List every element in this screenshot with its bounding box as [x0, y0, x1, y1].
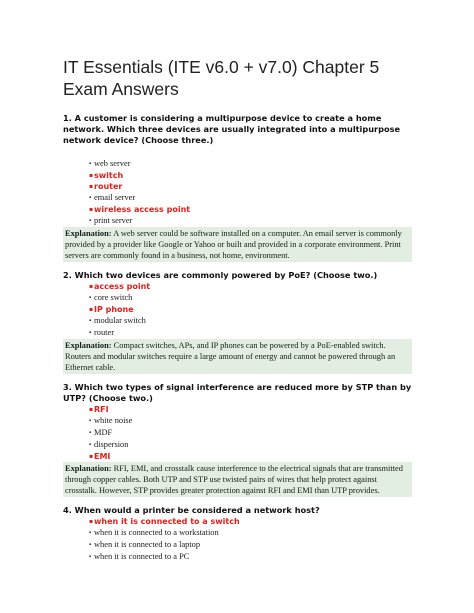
explanation-text: RFI, EMI, and crosstalk cause interference to the electrical signals that are transmitted through copper cables. Both UTP and STP use twisted pairs of wires that help protect against crosstalk. However, STP provides greater protection against RFI and EMI than UTP provides.: [65, 464, 403, 495]
explanation-box: [63, 339, 412, 374]
page-title: IT Essentials (ITE v6.0 + v7.0) Chapter 5 Exam Answers: [63, 57, 380, 99]
options-list: [63, 404, 412, 462]
bullet-icon: ▪: [89, 283, 94, 290]
bullet-icon: ▪: [89, 406, 94, 413]
explanation-box: [63, 227, 412, 262]
bullet-icon: ▪: [89, 183, 94, 190]
explanation-label: Explanation:: [65, 341, 112, 350]
bullet-icon: ▪: [89, 530, 92, 536]
bullet-icon: ▪: [89, 172, 94, 179]
bullet-icon: ▪: [89, 330, 92, 336]
bullet-icon: ▪: [89, 554, 92, 560]
bullet-icon: ▪: [89, 206, 94, 213]
bullet-icon: ▪: [89, 306, 94, 313]
options-list: [63, 281, 412, 339]
option-item: ▪ when it is connected to a PC: [89, 552, 190, 561]
option-item: ▪ core switch: [89, 293, 133, 302]
explanation-label: Explanation:: [65, 229, 112, 238]
bullet-icon: ▪: [89, 161, 92, 167]
bullet-icon: ▪: [89, 195, 92, 201]
option-item: ▪ white noise: [89, 416, 133, 425]
question-block: [63, 505, 412, 563]
option-item: ▪ print server: [89, 216, 133, 225]
options-list: [63, 158, 412, 227]
option-item-correct: ▪access point: [89, 282, 151, 291]
bullet-icon: ▪: [89, 442, 92, 448]
question-text: 4. When would a printer be considered a network host?: [63, 505, 320, 515]
question-block: [63, 382, 412, 497]
option-item: ▪ router: [89, 328, 114, 337]
bullet-icon: ▪: [89, 418, 92, 424]
option-item: ▪ when it is connected to a laptop: [89, 540, 201, 549]
explanation-text: Compact switches, APs, and IP phones can be powered by a PoE-enabled switch. Routers and modular switches require a large amount of energy and cannot be powered through an Ethernet cable.: [65, 341, 396, 372]
option-item: ▪ modular switch: [89, 316, 146, 325]
explanation-box: [63, 462, 412, 497]
explanation-label: Explanation:: [65, 464, 112, 473]
question-block: [63, 270, 412, 374]
option-item-correct: ▪switch: [89, 171, 124, 180]
option-item-correct: ▪wireless access point: [89, 205, 191, 214]
bullet-icon: ▪: [89, 542, 92, 548]
option-item: ▪ email server: [89, 193, 136, 202]
bullet-icon: ▪: [89, 453, 94, 460]
option-item-correct: ▪RFI: [89, 405, 109, 414]
question-text: 3. Which two types of signal interference are reduced more by STP than by UTP? (Choose two.): [63, 382, 412, 403]
option-item: ▪ MDF: [89, 428, 113, 437]
option-item: ▪ dispersion: [89, 440, 129, 449]
option-item: ▪ when it is connected to a workstation: [89, 528, 219, 537]
option-item: ▪ web server: [89, 159, 131, 168]
explanation-text: A web server could be software installed on a computer. An email server is commonly provided by a provider like Google or Yahoo or built and provided in a corporate environment. Print servers are commonly found in a business, not home, environment.: [65, 229, 402, 260]
option-item-correct: ▪IP phone: [89, 305, 134, 314]
question-block: [63, 113, 412, 262]
bullet-icon: ▪: [89, 218, 92, 224]
question-text: 2. Which two devices are commonly powered by PoE? (Choose two.): [63, 270, 378, 280]
bullet-icon: ▪: [89, 518, 94, 525]
option-item-correct: ▪EMI: [89, 452, 111, 461]
bullet-icon: ▪: [89, 430, 92, 436]
bullet-icon: ▪: [89, 318, 92, 324]
option-item-correct: ▪router: [89, 182, 123, 191]
bullet-icon: ▪: [89, 295, 92, 301]
question-text: 1. A customer is considering a multipurpose device to create a home network. Which three devices are usually integrated into a multipurpose network device? (Choose three.): [63, 113, 401, 145]
options-list: [63, 516, 412, 563]
option-item-correct: ▪when it is connected to a switch: [89, 517, 240, 526]
